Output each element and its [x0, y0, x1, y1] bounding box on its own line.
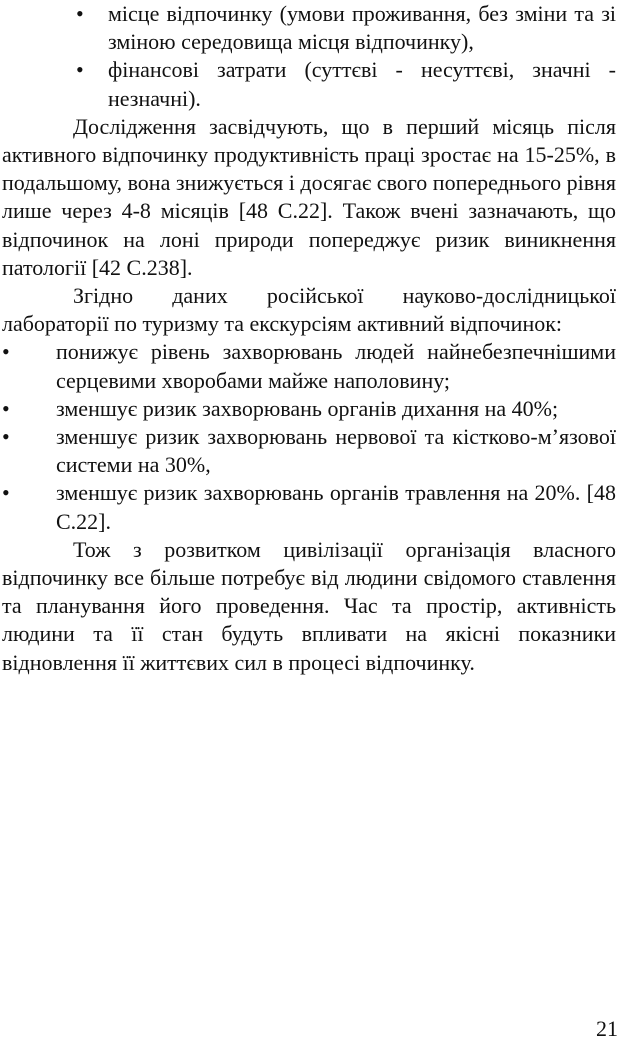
page-number: 21: [596, 1016, 618, 1041]
list-item-text: зменшує ризик захворювань органів травлення на 20%. [48 С.22].: [56, 480, 616, 534]
list-item-text: місце відпочинку (умови проживання, без зміни та зі зміною середовища місця відпочинку),: [108, 1, 616, 55]
paragraph-laboratory-data: Згідно даних російської науково-дослідницької лабораторії по туризму та екскурсіям активний відпочинок:: [2, 283, 616, 337]
list-item: [2, 56, 616, 112]
bullet-icon: •: [2, 339, 10, 365]
list-item: [2, 0, 616, 56]
bullet-icon: •: [2, 395, 10, 421]
bullet-icon: •: [76, 1, 84, 26]
list-item: [2, 338, 616, 394]
list-item: [2, 395, 616, 423]
bullet-icon: •: [2, 480, 10, 506]
bullet-icon: •: [76, 57, 84, 83]
list-item-text: фінансові затрати (суттєві - несуттєві, значні - незначні).: [108, 57, 616, 111]
list-item: [2, 479, 616, 535]
page-content: [2, 0, 616, 677]
health-effects-list: [2, 338, 616, 535]
list-item-text: зменшує ризик захворювань органів дихання на 40%;: [56, 395, 559, 421]
paragraph-research-findings: Дослідження засвідчують, що в перший місяць після активного відпочинку продуктивність праці зростає на 15-25%, в подальшому, вона знижується і досягає свого попереднього рівня лише через 4-8 місяців [48 С.22]. Також вчені зазначають, що відпочинок на лоні природи попереджує ризик виникнення патології [42 С.238].: [2, 113, 616, 280]
bullet-icon: •: [2, 424, 10, 450]
list-item-text: понижує рівень захворювань людей найнебезпечнішими серцевими хворобами майже наполовину;: [56, 339, 616, 393]
top-bullet-list: [2, 0, 616, 113]
list-item-text: зменшує ризик захворювань нервової та кістково-м’язової системи на 30%,: [56, 424, 616, 478]
list-item: [2, 423, 616, 479]
paragraph-conclusion: Тож з розвитком цивілізації організація власного відпочинку все більше потребує від людини свідомого ставлення та планування його проведення. Час та простір, активність людини та її стан будуть впливати на якісні показники відновлення її життєвих сил в процесі відпочинку.: [2, 536, 616, 675]
